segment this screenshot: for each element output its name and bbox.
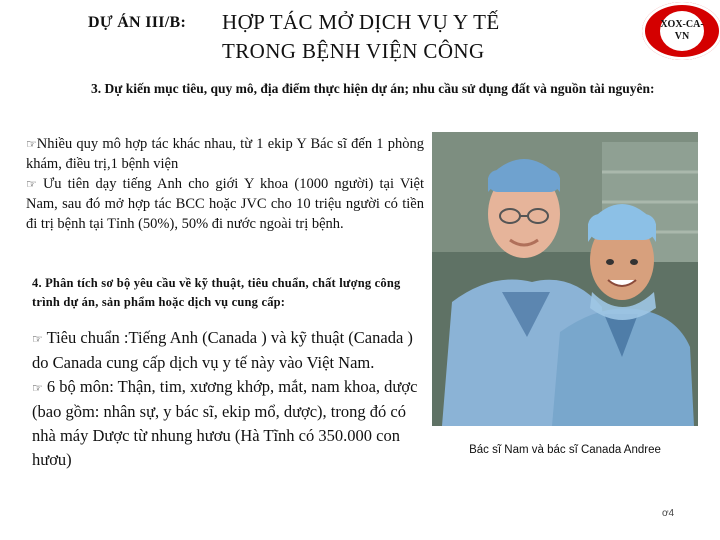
section-4-bullet-1: [32, 326, 426, 375]
section-3-bullet-1-text: Nhiều quy mô hợp tác khác nhau, từ 1 ekip Y Bác sĩ đến 1 phòng khám, điều trị,1 bệnh viện: [26, 136, 424, 172]
section-4-heading: 4. Phân tích sơ bộ yêu cầu về kỹ thuật, tiêu chuẩn, chất lượng công trình dự án, sản phẩm hoặc dịch vụ cung cấp:: [32, 276, 401, 309]
org-badge-text: XOX-CA-VN: [660, 11, 704, 51]
title-line-1: HỢP TÁC MỞ DỊCH VỤ Y TẾ: [222, 10, 500, 34]
section-4-bullet-1-text: Tiêu chuẩn :Tiếng Anh (Canada ) và kỹ thuật (Canada ) do Canada cung cấp dịch vụ y tế này vào Việt Nam.: [32, 328, 413, 372]
section-4-bullet-2-text: 6 bộ môn: Thận, tim, xương khớp, mắt, nam khoa, dược (bao gồm: nhân sự, y bác sĩ, ekip mổ, dược), trong đó có nhà máy Dược từ nhung hươu (Hà Tĩnh có 350.000 con hươu): [32, 377, 418, 469]
page-number: ơ4: [662, 508, 675, 519]
section-3-bullet-1: [26, 134, 424, 174]
section-4-body: [32, 326, 426, 472]
section-3-bullet-2: [26, 174, 424, 234]
title-line-2: TRONG BỆNH VIỆN CÔNG: [222, 39, 485, 63]
pointing-hand-icon: ☞: [26, 177, 37, 191]
doctors-photo-illustration: [432, 132, 698, 426]
section-3-body: [26, 134, 424, 234]
page-title: [222, 8, 622, 66]
section-3-heading: 3. Dự kiến mục tiêu, quy mô, địa điểm thực hiện dự án; nhu cầu sử dụng đất và nguồn tài nguyên:: [91, 81, 655, 96]
pointing-hand-icon: ☞: [32, 332, 43, 346]
section-4-bullet-2: [32, 375, 426, 472]
photo-caption: Bác sĩ Nam và bác sĩ Canada Andree: [469, 444, 661, 456]
pointing-hand-icon: ☞: [26, 137, 37, 151]
title-prefix: DỰ ÁN III/B:: [88, 14, 187, 31]
pointing-hand-icon: ☞: [32, 381, 43, 395]
org-badge: [642, 2, 720, 60]
doctors-photo: [432, 132, 698, 426]
section-3-bullet-2-text: Ưu tiên dạy tiếng Anh cho giới Y khoa (1000 người) tại Việt Nam, sau đó mở hợp tác BCC hoặc JVC cho 10 triệu người có tiền đi trị bệnh tại Tỉnh (50%), 50% đi nước ngoài trị bệnh.: [26, 176, 425, 232]
